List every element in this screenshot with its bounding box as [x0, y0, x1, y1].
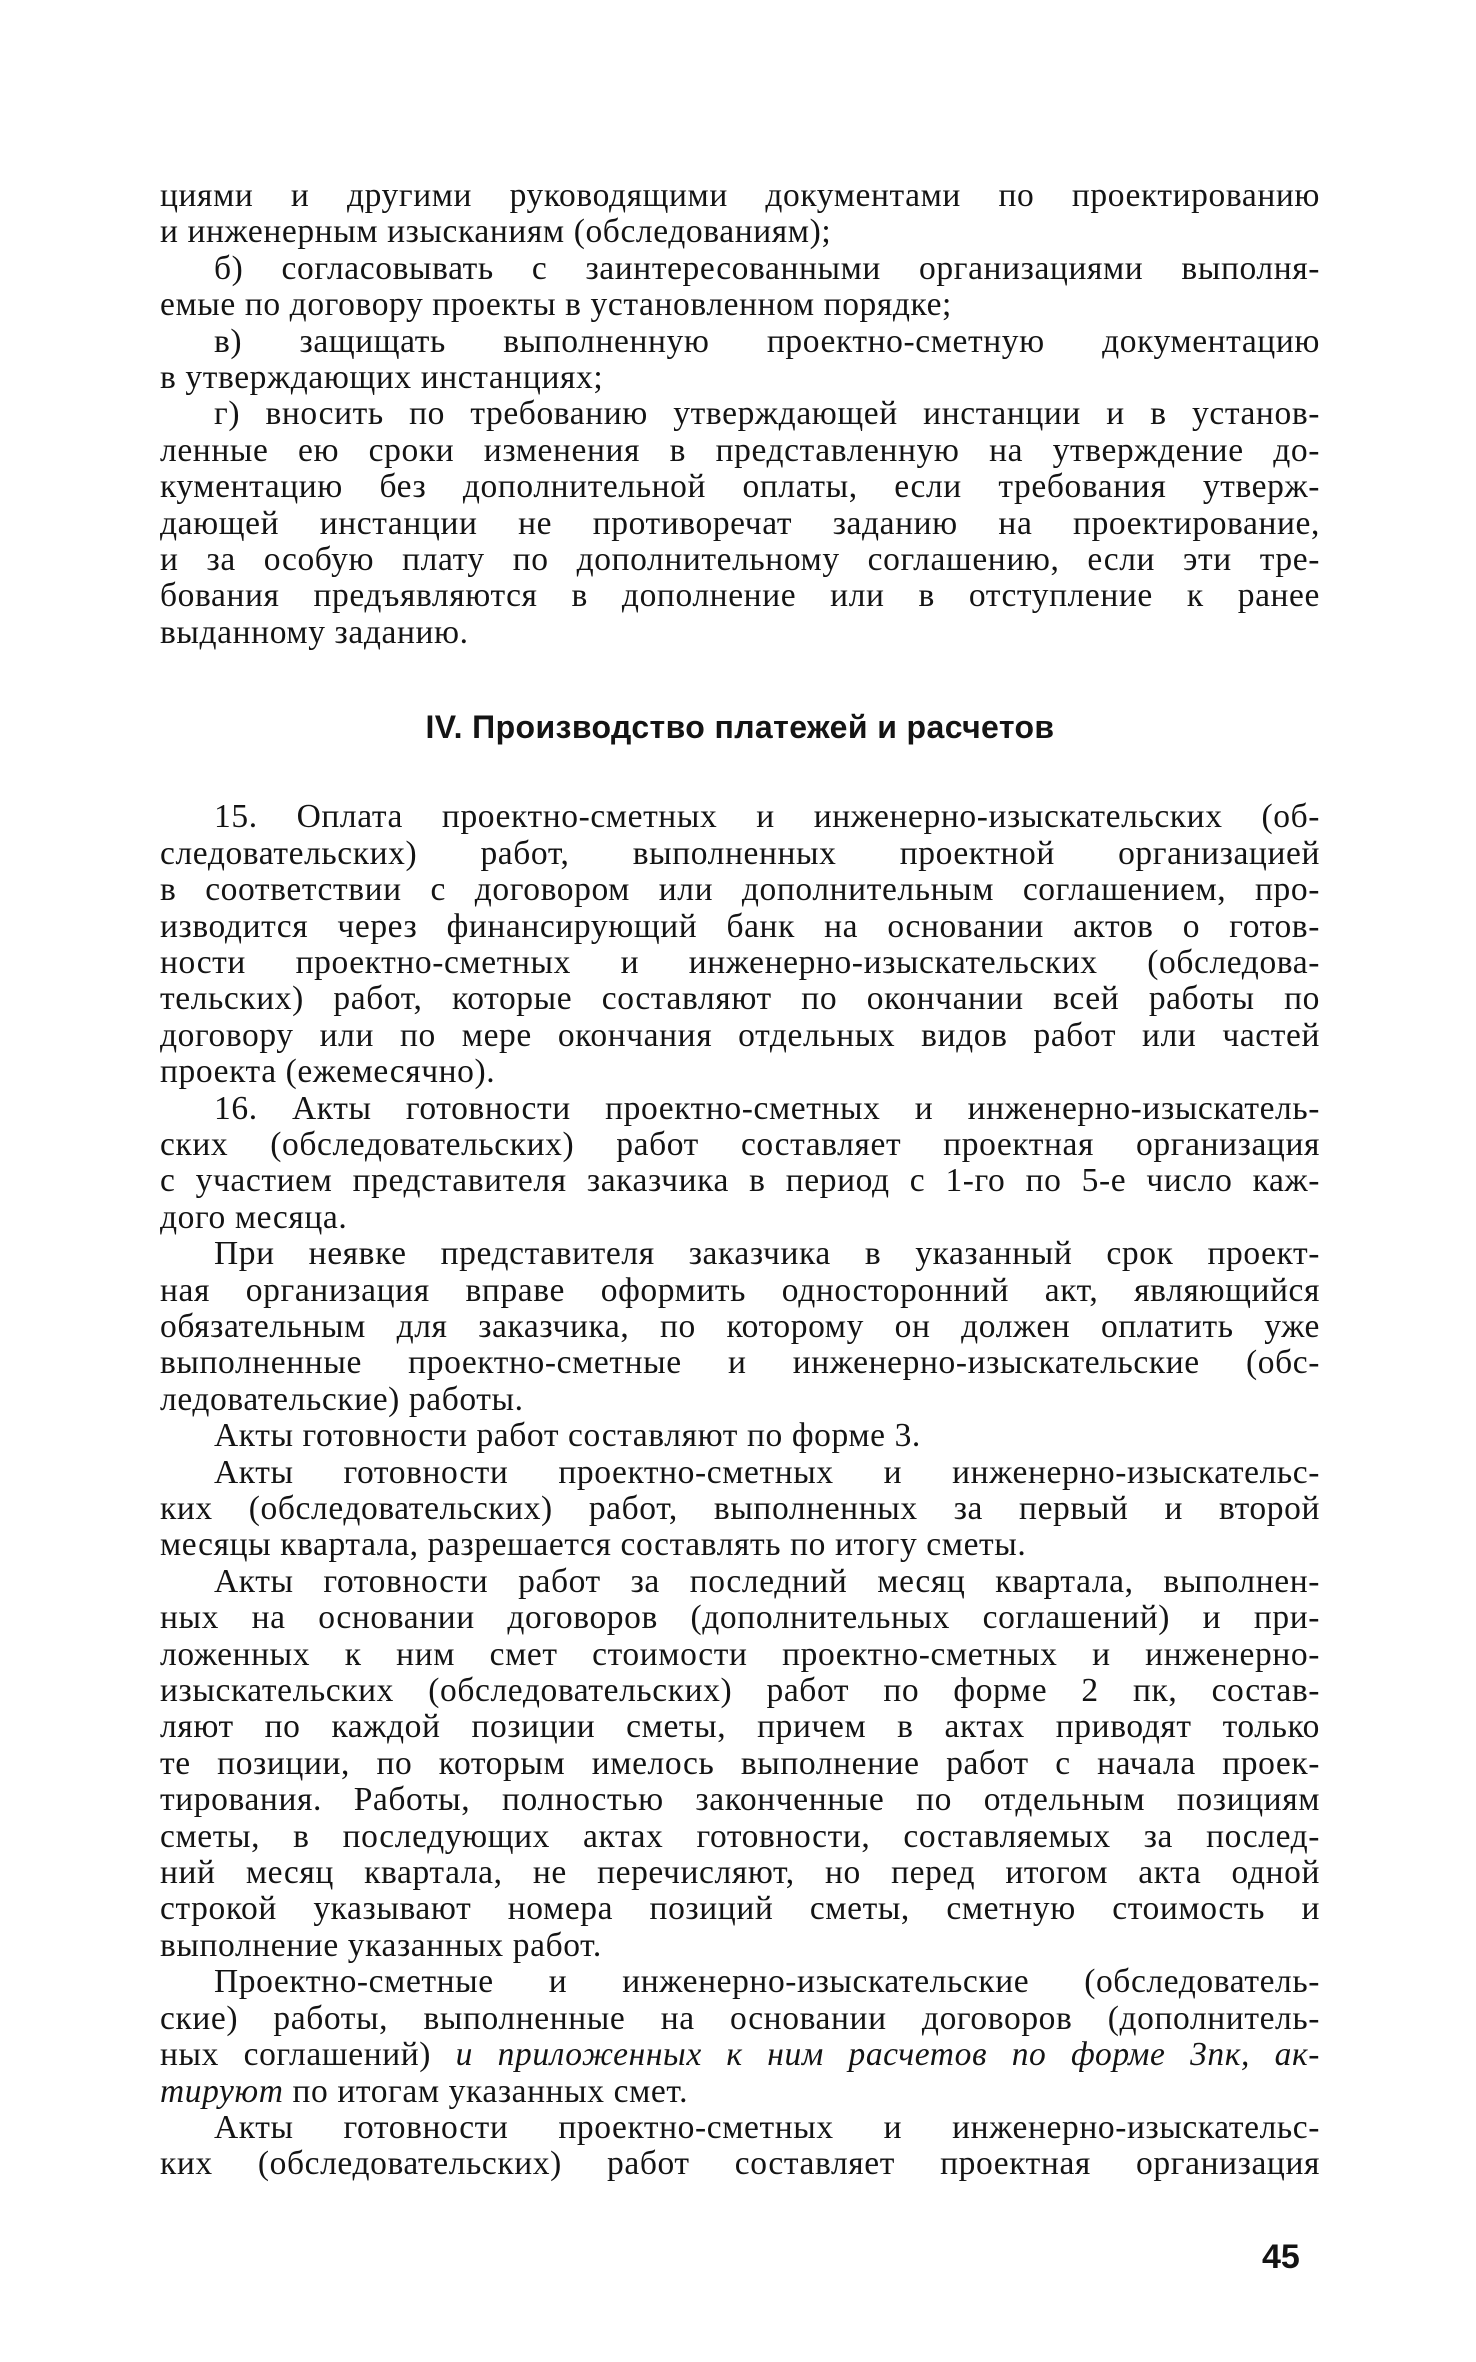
text-line — [160, 2037, 1320, 2073]
page-number: 45 — [1262, 2238, 1300, 2276]
paragraph-top-block — [160, 178, 1320, 651]
text-line: договору или по мере окончания отдельных видов работ или частей — [160, 1016, 1320, 1054]
text-line: ных на основании договоров (дополнительных соглашений) и при- — [160, 1599, 1320, 1637]
text-line: Акты готовности проектно-сметных и инженерно-изыскательс- — [214, 2108, 1320, 2146]
text-line: выданному заданию. — [160, 613, 469, 651]
paragraph-forma-3pk — [160, 1964, 1320, 2110]
italic-text-segment: тируют — [160, 2072, 284, 2110]
text-line: циями и другими руководящими документами по проектированию — [160, 177, 1320, 214]
text-line: ложенных к ним смет стоимости проектно-сметных и инженерно- — [160, 1635, 1320, 1673]
text-line: б) согласовывать с заинтересованными организациями выполня- — [214, 249, 1320, 287]
paragraph-16 — [160, 1091, 1320, 1237]
text-line: ленные ею сроки изменения в представленную на утверждение до- — [160, 431, 1320, 469]
page-body — [160, 178, 1320, 2183]
text-line: дого месяца. — [160, 1198, 348, 1236]
text-line: сметы, в последующих актах готовности, составляемых за послед- — [160, 1817, 1320, 1855]
text-line: и за особую плату по дополнительному соглашению, если эти тре- — [160, 541, 1320, 579]
text-line: емые по договору проекты в установленном порядке; — [160, 286, 952, 324]
text-line: в соответствии с договором или дополнительным соглашением, про- — [160, 871, 1320, 909]
text-line — [160, 2074, 1320, 2110]
paragraph-posledniy-mesyac — [160, 1564, 1320, 1964]
text-line: Акты готовности проектно-сметных и инженерно-изыскательс- — [214, 1453, 1320, 1491]
text-line: строкой указывают номера позиций сметы, сметную стоимость и — [160, 1890, 1320, 1928]
text-line: в) защищать выполненную проектно-сметную документацию — [214, 322, 1320, 360]
text-line: выполненные проектно-сметные и инженерно-изыскательские (обс- — [160, 1344, 1320, 1382]
text-line: ний месяц квартала, не перечисляют, но перед итогом акта одной — [160, 1854, 1320, 1892]
text-line: ляют по каждой позиции сметы, причем в актах приводят только — [160, 1708, 1320, 1746]
text-line: ледовательские) работы. — [160, 1380, 524, 1418]
text-line: выполнение указанных работ. — [160, 1926, 602, 1964]
text-line: тирования. Работы, полностью законченные по отдельным позициям — [160, 1781, 1320, 1819]
text-line: 15. Оплата проектно-сметных и инженерно-изыскательских (об- — [214, 798, 1320, 836]
text-line: месяцы квартала, разрешается составлять по итогу сметы. — [160, 1526, 1027, 1564]
paragraph-neyavka — [160, 1236, 1320, 1418]
section-title: IV. Производство платежей и расчетов — [425, 709, 1055, 746]
paragraph-pervyi-vtoroi — [160, 1455, 1320, 1564]
text-line: с участием представителя заказчика в период с 1-го по 5-е число каж- — [160, 1162, 1320, 1200]
text-line: 16. Акты готовности проектно-сметных и инженерно-изыскатель- — [214, 1089, 1320, 1127]
text-line: изыскательских (обследовательских) работ по форме 2 пк, состав- — [160, 1672, 1320, 1710]
text-line: г) вносить по требованию утверждающей инстанции и в установ- — [214, 395, 1320, 433]
text-line: Акты готовности работ за последний месяц квартала, выполнен- — [214, 1562, 1320, 1600]
text-line: и инженерным изысканиям (обследованиям); — [160, 213, 832, 251]
text-segment: ных соглашений) — [160, 2036, 432, 2074]
italic-text-segment: и приложенных к ним расчетов по форме 3пк, ак- — [431, 2036, 1320, 2074]
text-line: те позиции, по которым имелось выполнение работ с начала проек- — [160, 1744, 1320, 1782]
text-line: проекта (ежемесячно). — [160, 1053, 496, 1091]
text-line: При неявке представителя заказчика в указанный срок проект- — [214, 1235, 1320, 1273]
text-line: следовательских) работ, выполненных проектной организацией — [160, 834, 1320, 872]
text-line: Акты готовности работ составляют по форме 3. — [214, 1417, 921, 1455]
text-line: ские) работы, выполненные на основании договоров (дополнитель- — [160, 1999, 1320, 2037]
text-line: ких (обследовательских) работ составляет проектная организация — [160, 2145, 1320, 2183]
text-line: Проектно-сметные и инженерно-изыскательские (обследователь- — [214, 1963, 1320, 2001]
text-segment: по итогам указанных смет. — [283, 2072, 689, 2110]
text-line: тельских) работ, которые составляют по окончании всей работы по — [160, 980, 1320, 1018]
paragraph-forma3 — [160, 1418, 1320, 1454]
text-line: бования предъявляются в дополнение или в отступление к ранее — [160, 577, 1320, 615]
text-line: ная организация вправе оформить односторонний акт, являющийся — [160, 1271, 1320, 1309]
text-line: в утверждающих инстанциях; — [160, 359, 604, 397]
text-line: ских (обследовательских) работ составляет проектная организация — [160, 1125, 1320, 1163]
text-line: ких (обследовательских) работ, выполненных за первый и второй — [160, 1490, 1320, 1527]
text-line: кументацию без дополнительной оплаты, если требования утверж- — [160, 468, 1320, 506]
paragraph-last — [160, 2110, 1320, 2183]
text-line: ности проектно-сметных и инженерно-изыскательских (обследова- — [160, 943, 1320, 981]
paragraph-15 — [160, 799, 1320, 1090]
text-line: обязательным для заказчика, по которому он должен оплатить уже — [160, 1307, 1320, 1345]
text-line: дающей инстанции не противоречат заданию на проектирование, — [160, 504, 1320, 542]
text-line: изводится через финансирующий банк на основании актов о готов- — [160, 907, 1320, 945]
